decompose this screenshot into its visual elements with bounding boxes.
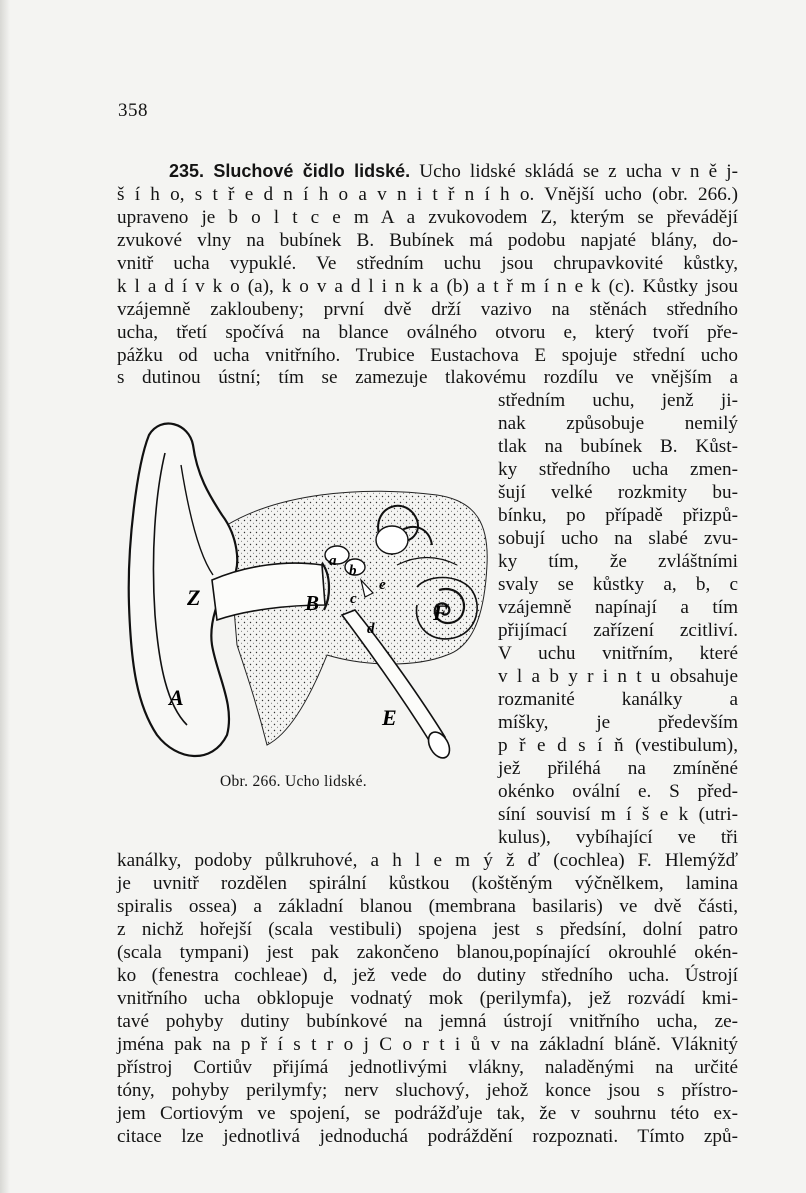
text-line: kanálky, podoby půlkruhové, a h l e m ý ž ď (cochlea) F. Hlemýžď: [117, 850, 738, 871]
text-line: jména pak na p ř í s t r o j C o r t i ů v na základní bláně. Vláknitý: [117, 1034, 738, 1055]
text-line: V uchu vnitřním, které: [498, 643, 738, 664]
text-line: ucha, třetí spočívá na blance oválného otvoru e, který tvoří pře-: [117, 322, 738, 343]
label-F: F: [433, 600, 448, 625]
text-line: z nichž hořejší (scala vestibuli) spojena jest s předsíní, dolní patro: [117, 919, 738, 940]
text-line: ky středního ucha zmen-: [498, 459, 738, 480]
text-line: vnitř ucha vypuklé. Ve středním uchu jsou chrupavkovité kůstky,: [117, 253, 738, 274]
text-line: k l a d í v k o (a), k o v a d l i n k a (b) a t ř m í n e k (c). Kůstky jsou: [117, 276, 738, 297]
text-line: upraveno je b o l t c e m A a zvukovodem Z, kterým se převádějí: [117, 207, 738, 228]
text-line: kulus), vybíhající ve tři: [498, 827, 738, 848]
text-line: tavé pohyby dutiny bubínkové na jemná ústrojí vnitřního ucha, ze-: [117, 1011, 738, 1032]
text-line: jem Cortiovým ve spojení, se podrážďuje tak, že v souhrnu této ex-: [117, 1103, 738, 1124]
text-line: rozmanité kanálky a: [498, 689, 738, 710]
text-line: přijímací zařízení zcitliví.: [498, 620, 738, 641]
figure-caption: Obr. 266. Ucho lidské.: [220, 773, 367, 790]
label-e: e: [379, 577, 386, 593]
label-b: b: [349, 563, 357, 579]
page-edge: [0, 0, 10, 1193]
text-line: šují velké rozkmity bu-: [498, 482, 738, 503]
text-line: s dutinou ústní; tím se zamezuje tlakovému rozdílu ve vnějším a: [117, 367, 738, 388]
text-line: (scala tympani) jest pak zakončeno blanou,popínající okrouhlé okén-: [117, 942, 738, 963]
text-line: š í h o, s t ř e d n í h o a v n i t ř n í h o. Vnější ucho (obr. 266.): [117, 184, 738, 205]
text-line: síní souvisí m í š e k (utri-: [498, 804, 738, 825]
text-line: bínku, po případě přizpů-: [498, 505, 738, 526]
label-d: d: [367, 621, 375, 637]
ear-illustration: [117, 405, 497, 775]
text-line: nak způsobuje nemilý: [498, 413, 738, 434]
label-a: a: [329, 553, 337, 569]
text-line: středním uchu, jenž ji-: [498, 390, 738, 411]
text-line: ko (fenestra cochleae) d, jež vede do dutiny středního ucha. Ústrojí: [117, 965, 738, 986]
text-line: zvukové vlny na bubínek B. Bubínek má podobu napjaté blány, do-: [117, 230, 738, 251]
text-line: tóny, pohyby perilymfy; nerv sluchový, jehož konce jsou s přístro-: [117, 1080, 738, 1101]
text-line: vzájemně zakloubeny; první dvě drží vazivo na stěnách středního: [117, 299, 738, 320]
text-line: jež přiléhá na zmíněné: [498, 758, 738, 779]
text-line: tlak na bubínek B. Kůst-: [498, 436, 738, 457]
label-E: E: [382, 705, 397, 730]
vestibule: [376, 526, 408, 554]
text-line: p ř e d s í ň (vestibulum),: [498, 735, 738, 756]
text-line: je uvnitř rozdělen spirální kůstkou (koštěným výčnělkem, lamina: [117, 873, 738, 894]
text-line: svaly se kůstky a, b, c: [498, 574, 738, 595]
label-A: A: [169, 685, 184, 710]
text-line: okénko ovální e. S před-: [498, 781, 738, 802]
text-line: spiralis ossea) a základní blanou (membrana basilaris) ve dvě části,: [117, 896, 738, 917]
label-B: B: [305, 591, 320, 615]
section-heading: 235. Sluchové čidlo lidské.: [169, 161, 411, 181]
text-line: míšky, je především: [498, 712, 738, 733]
text-line: v l a b y r i n t u obsahuje: [498, 666, 738, 687]
text-line: ky tím, že zvláštními: [498, 551, 738, 572]
label-Z: Z: [187, 585, 201, 610]
text-line: vnitřního ucha obklopuje vodnatý mok (perilymfa), jež rozvádí kmi-: [117, 988, 738, 1009]
text-line: vzájemně napínají a tím: [498, 597, 738, 618]
label-c: c: [350, 591, 357, 607]
page-number: 358: [118, 100, 148, 121]
text-line: pážku od ucha vnitřního. Trubice Eustachova E spojuje střední ucho: [117, 345, 738, 366]
text-line: sobují ucho na slabé zvu-: [498, 528, 738, 549]
text-line: citace lze jednotlivá jednoduchá podráždění rozpoznati. Tímto způ-: [117, 1126, 738, 1147]
text-line: přístroj Cortiův přijímá jednotlivými vlákny, naladěnými na určité: [117, 1057, 738, 1078]
ear-figure: [117, 405, 497, 805]
text-line: [117, 160, 738, 183]
text-fragment: Ucho lidské skládá se z ucha v n ě j-: [410, 161, 738, 182]
